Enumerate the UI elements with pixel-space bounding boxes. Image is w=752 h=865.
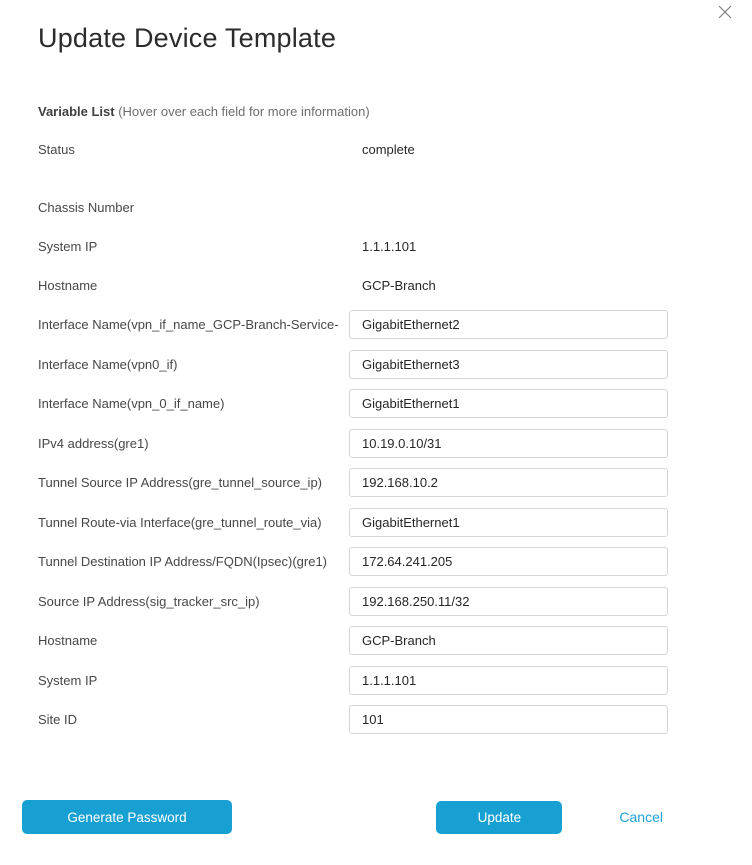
field-label: Interface Name(vpn_0_if_name) — [38, 396, 225, 412]
field-label: Tunnel Destination IP Address/FQDN(Ipsec)(gre1) — [38, 554, 328, 570]
site-id-input[interactable] — [349, 705, 668, 734]
row-hostname-static — [0, 266, 752, 305]
field-label: System IP — [38, 239, 98, 254]
row-system-ip-input — [0, 661, 752, 701]
variable-list-heading: Variable List — [38, 104, 115, 119]
field-label: Hostname — [38, 633, 98, 649]
row-interface-name-vpn-0-if-name — [0, 384, 752, 424]
row-hostname-input — [0, 621, 752, 661]
row-tunnel-destination-ip — [0, 542, 752, 582]
variable-list-hint: (Hover over each field for more information) — [118, 104, 370, 119]
interface-name-service-input[interactable] — [349, 310, 668, 339]
system-ip-value: 1.1.1.101 — [362, 239, 417, 254]
tunnel-source-ip-input[interactable] — [349, 468, 668, 497]
row-ipv4-address-gre1 — [0, 424, 752, 464]
close-button[interactable] — [716, 5, 734, 23]
update-button[interactable]: Update — [436, 801, 562, 834]
row-interface-name-vpn0-if — [0, 345, 752, 385]
field-label: Interface Name(vpn0_if) — [38, 356, 178, 372]
field-label: Status — [38, 142, 75, 157]
generate-password-button[interactable]: Generate Password — [22, 800, 232, 834]
field-label: IPv4 address(gre1) — [38, 435, 149, 451]
field-label: Tunnel Source IP Address(gre_tunnel_source_ip) — [38, 475, 323, 491]
variable-list — [0, 130, 752, 740]
tunnel-route-via-input[interactable] — [349, 508, 668, 537]
row-status — [0, 130, 752, 169]
field-label: Source IP Address(sig_tracker_src_ip) — [38, 593, 260, 609]
field-label: System IP — [38, 672, 98, 688]
dialog-footer — [0, 800, 752, 834]
hostname-input[interactable] — [349, 626, 668, 655]
field-label: Chassis Number — [38, 200, 135, 215]
row-source-ip-sig-tracker — [0, 582, 752, 622]
field-label: Site ID — [38, 712, 78, 728]
row-system-ip-static — [0, 227, 752, 266]
hostname-value: GCP-Branch — [362, 278, 436, 293]
field-label: Hostname — [38, 278, 98, 293]
row-tunnel-route-via — [0, 503, 752, 543]
dialog-title: Update Device Template — [38, 23, 337, 53]
close-icon — [718, 5, 732, 24]
status-value: complete — [362, 142, 415, 157]
field-label: Tunnel Route-via Interface(gre_tunnel_route_via) — [38, 514, 322, 530]
row-tunnel-source-ip — [0, 463, 752, 503]
row-chassis-number — [0, 188, 752, 227]
row-interface-name-service — [0, 305, 752, 345]
footer-actions — [436, 801, 663, 834]
tunnel-destination-ip-input[interactable] — [349, 547, 668, 576]
row-site-id — [0, 700, 752, 740]
interface-name-vpn-0-if-name-input[interactable] — [349, 389, 668, 418]
variable-list-header — [38, 103, 752, 121]
system-ip-input[interactable] — [349, 666, 668, 695]
interface-name-vpn0-if-input[interactable] — [349, 350, 668, 379]
source-ip-sig-tracker-input[interactable] — [349, 587, 668, 616]
ipv4-address-gre1-input[interactable] — [349, 429, 668, 458]
field-label: Interface Name(vpn_if_name_GCP-Branch-Service- — [38, 317, 339, 333]
cancel-link[interactable]: Cancel — [619, 809, 663, 825]
